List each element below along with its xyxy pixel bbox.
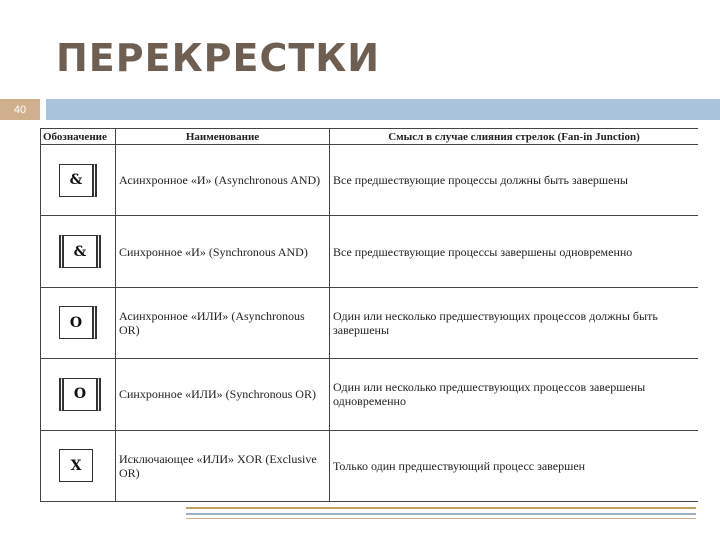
name-cell: Синхронное «ИЛИ» (Synchronous OR) bbox=[116, 359, 330, 430]
junction-symbol-async-or: O bbox=[59, 306, 97, 339]
table-row bbox=[41, 359, 699, 430]
slide-title: ПЕРЕКРЕСТКИ bbox=[56, 36, 381, 80]
header-meaning: Смысл в случае слияния стрелок (Fan-in Junction) bbox=[330, 129, 699, 145]
junction-table-container bbox=[40, 128, 698, 502]
name-cell: Асинхронное «ИЛИ» (Asynchronous OR) bbox=[116, 287, 330, 358]
meaning-cell: Только один предшествующий процесс завершен bbox=[330, 430, 699, 501]
slide-number: 40 bbox=[0, 99, 40, 120]
meaning-cell: Один или несколько предшествующих процессов завершены одновременно bbox=[330, 359, 699, 430]
junction-table bbox=[40, 128, 698, 502]
name-cell: Синхронное «И» (Synchronous AND) bbox=[116, 216, 330, 287]
table-row bbox=[41, 216, 699, 287]
table-row bbox=[41, 287, 699, 358]
junction-symbol-sync-and: & bbox=[59, 235, 101, 268]
symbol-cell bbox=[41, 359, 116, 430]
title-underline-bar bbox=[46, 99, 720, 120]
decorative-line bbox=[186, 513, 696, 515]
name-cell: Асинхронное «И» (Asynchronous AND) bbox=[116, 145, 330, 216]
meaning-cell: Все предшествующие процессы должны быть завершены bbox=[330, 145, 699, 216]
header-symbol: Обозначение bbox=[41, 129, 116, 145]
name-cell: Исключающее «ИЛИ» XOR (Exclusive OR) bbox=[116, 430, 330, 501]
meaning-cell: Все предшествующие процессы завершены одновременно bbox=[330, 216, 699, 287]
table-header-row bbox=[41, 129, 699, 145]
table-row bbox=[41, 145, 699, 216]
symbol-cell bbox=[41, 145, 116, 216]
table-row bbox=[41, 430, 699, 501]
meaning-cell: Один или несколько предшествующих процессов должны быть завершены bbox=[330, 287, 699, 358]
symbol-cell bbox=[41, 287, 116, 358]
symbol-cell bbox=[41, 430, 116, 501]
junction-symbol-xor: X bbox=[59, 449, 93, 482]
header-name: Наименование bbox=[116, 129, 330, 145]
decorative-line bbox=[186, 518, 696, 519]
symbol-cell bbox=[41, 216, 116, 287]
junction-symbol-async-and: & bbox=[59, 164, 97, 197]
decorative-line bbox=[186, 507, 696, 509]
junction-symbol-sync-or: O bbox=[59, 378, 101, 411]
